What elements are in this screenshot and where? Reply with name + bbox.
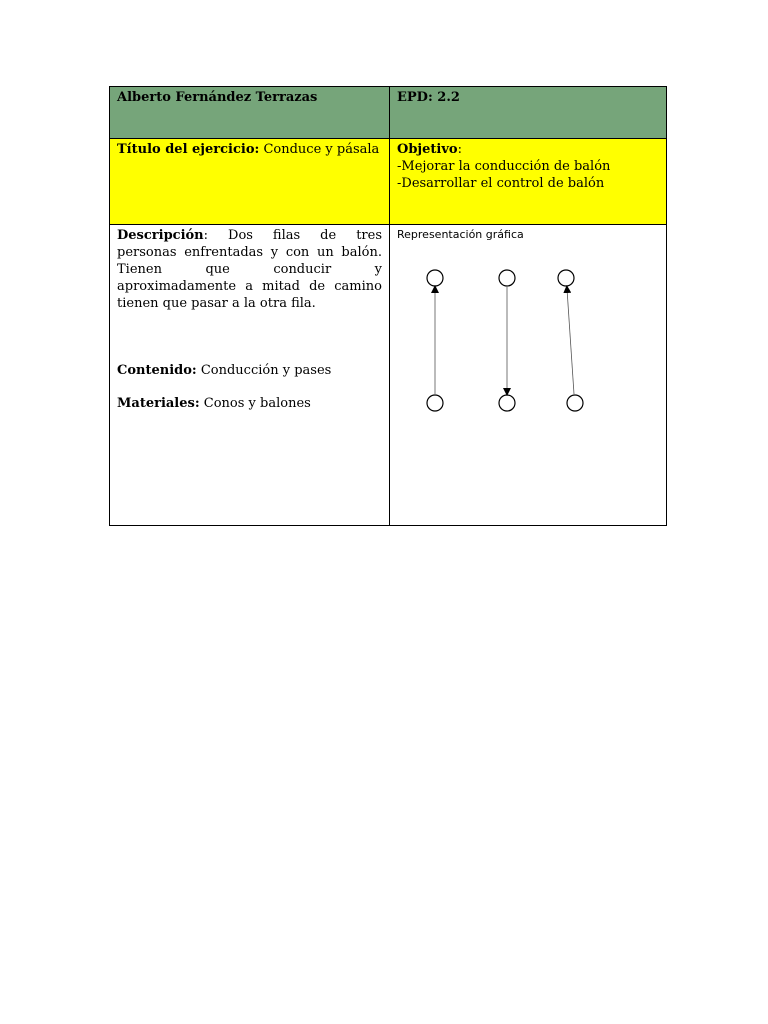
title-cell	[110, 139, 390, 225]
content-line	[117, 362, 382, 379]
graphic-label: Representación gráfica	[397, 228, 524, 241]
epd-cell	[390, 87, 667, 139]
player-top-right	[558, 270, 574, 286]
player-bottom-left	[427, 395, 443, 411]
materials-label: Materiales:	[117, 396, 200, 411]
player-top-middle	[499, 270, 515, 286]
player-bottom-middle	[499, 395, 515, 411]
content-label: Contenido:	[117, 363, 197, 378]
description-text: : Dos filas de tres personas enfrentadas y con un balón. Tienen que conducir y aproximadamente a mitad de camino tienen que pasar a la otra fila.	[117, 228, 382, 311]
title-row	[110, 139, 667, 225]
epd-label: EPD: 2.2	[397, 90, 460, 105]
exercise-table	[109, 86, 667, 526]
author-cell	[110, 87, 390, 139]
diagram-svg	[397, 246, 667, 436]
description-label: Descripción	[117, 228, 204, 243]
title-value: Conduce y pásala	[259, 142, 380, 157]
title-label: Título del ejercicio:	[117, 142, 260, 157]
details-row	[110, 225, 667, 526]
objective-colon: :	[457, 142, 462, 157]
objective-item: -Desarrollar el control de balón	[397, 176, 605, 191]
arrow-right-up	[567, 289, 574, 394]
objective-label: Objetivo	[397, 142, 458, 157]
description-paragraph	[117, 227, 382, 312]
exercise-sheet	[109, 86, 667, 526]
author-name: Alberto Fernández Terrazas	[117, 90, 318, 105]
materials-line	[117, 395, 382, 412]
movement-diagram	[397, 246, 667, 436]
content-value: Conducción y pases	[196, 363, 332, 378]
objective-heading	[397, 141, 659, 158]
player-bottom-right	[567, 395, 583, 411]
objective-item: -Mejorar la conducción de balón	[397, 159, 611, 174]
graphic-cell	[390, 225, 667, 526]
header-row	[110, 87, 667, 139]
objective-cell	[390, 139, 667, 225]
description-cell	[110, 225, 390, 526]
materials-value: Conos y balones	[199, 396, 311, 411]
player-top-left	[427, 270, 443, 286]
